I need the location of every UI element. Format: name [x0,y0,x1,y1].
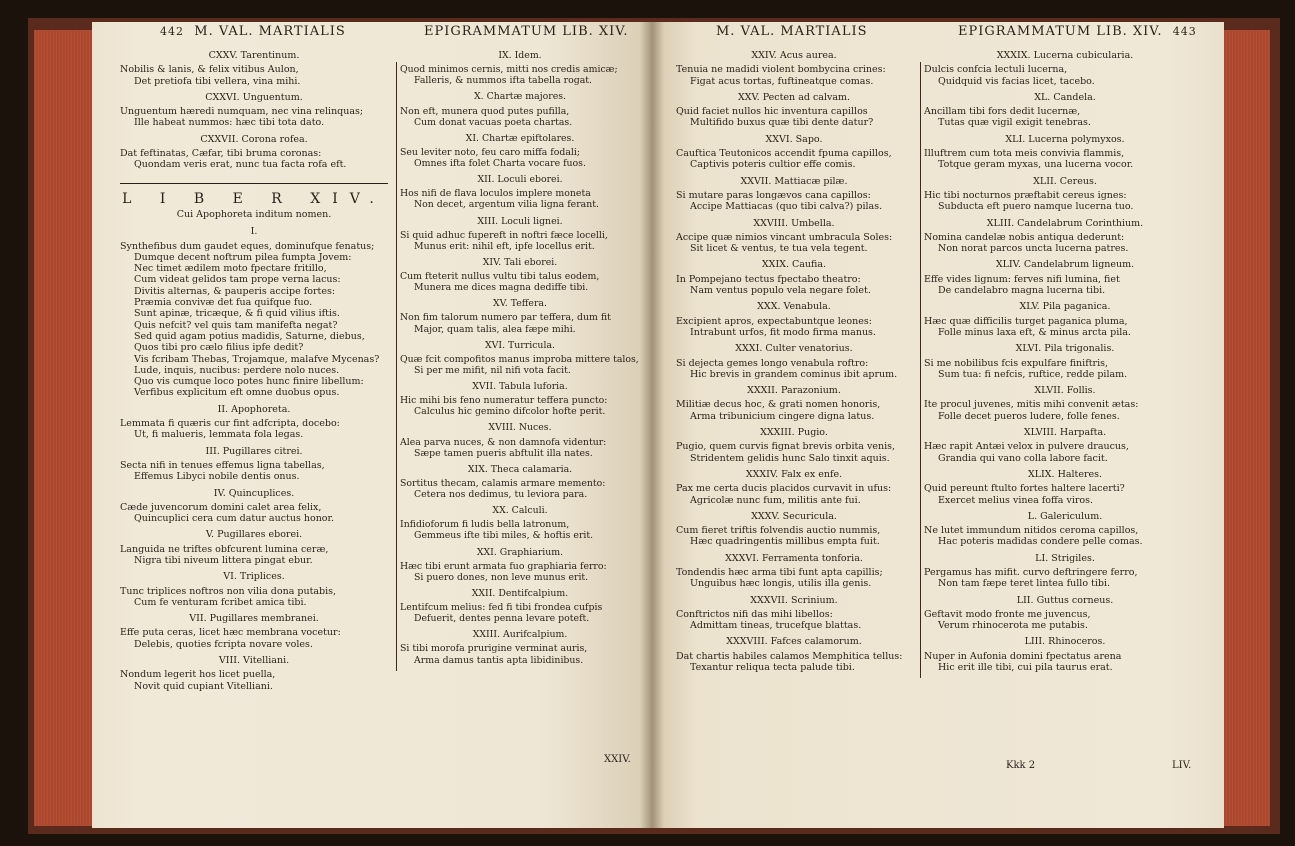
epigram-title: IV. Quincuplices. [213,487,295,499]
verse-line: Si dejecta gemes longo venabula roftro: [676,357,869,369]
verse-line: Dat chartis habiles calamos Memphitica tellus: [676,650,903,662]
verse-line: Intrabunt urfos, fit modo firma manus. [690,326,876,338]
verse-line: Tenuia ne madidi violent bombycina crines: [676,64,886,76]
verse-line: Hos nifi de flava loculos implere moneta [400,188,591,200]
epigram-title: XL. Candela. [1034,91,1096,103]
verse-line: Novit quid cupiant Vitelliani. [134,680,273,692]
verse-line: Synthefibus dum gaudet eques, dominufque fenatus; [120,240,375,252]
verse-line: Sortitus thecam, calamis armare memento: [400,477,606,489]
left-col2-header: EPIGRAMMATUM LIB. XIV. [424,24,629,39]
verse-line: Secta nifi in tenues effemus ligna tabellas, [120,459,325,471]
verse-line: Accipe Mattiacas (quo tibi calva?) pilas. [690,201,883,213]
epigram [400,422,640,458]
verse-line: Pergamus has mifit. curvo deftringere ferro, [924,566,1138,578]
epigram-title: XXV. Pecten ad calvam. [737,91,851,103]
epigram [924,259,1206,296]
epigram-title: VIII. Vitelliani. [218,655,290,667]
epigram-title: CXXV. Tarentinum. [208,50,300,61]
epigram [400,340,640,376]
verse-line: Sit licet & ventus, te tua vela tegent. [690,243,868,255]
verse-line: Tutas quæ vigil exigit tenebras. [938,117,1091,129]
epigram-title: L. Galericulum. [1027,510,1103,522]
verse-line: Subducta eft puero namque lucerna tuo. [938,201,1134,213]
epigram [676,50,912,87]
epigram [120,529,388,566]
verse-line: Nigra tibi niveum littera pingat ebur. [134,554,313,566]
epigram [120,134,388,171]
right-page-column-2 [924,50,1206,678]
verse-line: Munera me dices magna dediffe tibi. [414,282,589,294]
verse-line: Det pretiofa tibi vellera, vina mihi. [134,75,301,87]
epigram [120,571,388,608]
left-page-column-2 [400,50,640,671]
epigram [676,301,912,338]
verse-line: Admittam tineas, trucefque blattas. [690,620,862,632]
epigram [676,343,912,380]
verse-line: Lemmata fi quæris cur fint adfcripta, docebo: [120,418,340,430]
epigram [924,469,1206,506]
left-col2-epigrams [400,50,640,666]
verse-line: Si tibi morofa prurigine verminat auris, [400,643,588,655]
verse-line: Accipe quæ nimios vincant umbracula Soles: [676,231,893,243]
right-page-number: 443 [1172,25,1197,38]
epigram-title: XX. Calculi. [492,505,548,517]
verse-line: Lude, inquis, nucibus: perdere nolo nuces. [134,364,340,376]
verse-line: Effemus Libyci nobile dentis onus. [134,471,300,483]
epigram-title: III. Pugillares citrei. [205,445,303,457]
verse-line: Unguibus hæc longis, utilis illa genis. [690,578,872,590]
verse-line: Falleris, & nummos ifta tabella rogat. [414,75,593,87]
verse-line: Cauftica Teutonicos accendit fpuma capillos, [676,148,892,160]
epigram [400,174,640,210]
epigram [400,133,640,169]
epigram-title: CXXVI. Unguentum. [205,91,303,103]
epigram-title: XVII. Tabula luforia. [472,381,568,392]
verse-line: Quos tibi pro cælo filius ipfe dedit? [134,342,304,354]
verse-line: Agricolæ nunc fum, militis ante fui. [690,494,861,506]
epigram [120,50,388,87]
verse-line: Quæ fcit compofitos manus improba mittere talos, [400,353,639,365]
verse-line: Hæc quadringentis millibus empta fuit. [690,536,880,548]
right-col2-epigrams [924,50,1206,673]
epigram [924,176,1206,213]
epigram [120,488,388,525]
right-page-header: M. VAL. MARTIALIS [716,24,868,39]
verse-line: Languida ne triftes obfcurent lumina ceræ, [120,543,329,555]
verse-line: Quincuplici cera cum datur auctus honor. [134,513,335,525]
verse-line: Cum donat vacuas poeta chartas. [414,116,573,128]
epigram-title: XI. Chartæ epiftolares. [465,132,575,144]
verse-line: Quis nefcit? vel quis tam manifefta negat? [134,319,338,331]
right-catchword: LIV. [1172,760,1192,771]
verse-line: Totque geram myxas, una lucerna vocor. [938,159,1134,171]
epigram [924,301,1206,338]
verse-line: Tondendis hæc arma tibi funt apta capillis; [676,566,883,578]
verse-line: Nomina candelæ nobis antiqua dederunt: [924,231,1125,243]
verse-line: Hac poteris madidas condere pelle comas. [938,536,1143,548]
verse-line: Quondam veris erat, nunc tua facta rofa eft. [134,159,347,171]
verse-line: Si quid adhuc fupereft in noftri fæce locelli, [400,229,608,241]
left-top-epigrams [120,50,388,171]
epigram-title: XXVII. Mattiacæ pilæ. [740,175,848,187]
epigram-title: XXIII. Aurifcalpium. [472,629,568,641]
verse-line: Quid pereunt ftulto fortes haltere lacerti? [924,483,1125,495]
verse-line: Cum fieret triftis folvendis auctio nummis, [676,525,881,537]
verse-line: Militiæ decus hoc, & grati nomen honoris, [676,399,881,411]
verse-line: Alea parva nuces, & non damnofa videntur: [400,436,607,448]
verse-line: Hæc quæ difficilis turget paganica pluma, [924,315,1128,327]
verse-line: Unguentum hæredi numquam, nec vina relinquas; [120,106,364,118]
verse-line: Nondum legerit hos licet puella, [120,669,276,681]
verse-line: Multifido buxus quæ tibi dente datur? [690,117,874,129]
epigram [400,547,640,583]
epigram-title: XLVI. Pila trigonalis. [1015,343,1115,355]
epigram-title: XIX. Theca calamaria. [467,463,573,475]
epigram-title: XXXVII. Scrinium. [750,594,838,606]
epigram-title: XXXIII. Pugio. [760,427,828,439]
epigram [924,385,1206,422]
epigram [676,595,912,632]
epigram-title: XVIII. Nuces. [488,422,552,434]
verse-line: Non tam fæpe teret lintea fullo tibi. [938,578,1111,590]
epigram-title: XIII. Loculi lignei. [477,215,563,227]
verse-line: Nuper in Aufonia domini fpectatus arena [924,650,1122,662]
verse-line: Non fim talorum numero par teffera, dum fit [400,312,611,324]
epigram [120,446,388,483]
epigram-title: LI. Strigiles. [1035,552,1095,564]
epigram [924,511,1206,548]
epigram [120,404,388,441]
verse-line: Grandia qui vano colla labore facit. [938,452,1108,464]
verse-line: Gemmeus ifte tibi miles, & hoftis erit. [414,530,594,542]
signature-mark: Kkk 2 [1006,760,1036,771]
verse-line: Stridentem gelidis hunc Salo tinxit aquis. [690,452,890,464]
verse-line: Si per me mifit, nil nifi vota facit. [414,364,571,376]
right-col1-epigrams [676,50,912,673]
verse-line: Non norat parcos uncta lucerna patres. [938,243,1129,255]
book-title: L I B E R XIV. [122,190,386,207]
verse-line: Cum fe venturam fcribet amica tibi. [134,596,307,608]
epigram [676,92,912,129]
book-divider-rule [120,183,388,184]
epigram [924,427,1206,464]
epigram [400,298,640,334]
left-catchword: XXIV. [604,754,631,765]
verse-line: Omnes ifta folet Charta vocare fuos. [414,158,586,169]
verse-line: Nec timet ædilem moto fpectare fritillo, [134,263,327,275]
epigram [676,427,912,464]
left-page-number: 442 [160,25,184,38]
verse-line: Divitis alternas, & pauperis accipe fortes: [134,285,336,297]
book-subtitle: Cui Apophoreta inditum nomen. [176,208,332,220]
epigram-title: XXIV. Acus aurea. [751,50,837,61]
verse-line: Vis fcribam Thebas, Trojamque, malafve Mycenas? [134,353,380,365]
verse-line: Pax me certa ducis placidos curvavit in ufus: [676,483,892,495]
verse-line: In Pompejano tectus fpectabo theatro: [676,273,861,285]
verse-line: Illuftrem cum tota meis convivia flammis, [924,148,1125,160]
epigram-title: XXIX. Caufia. [761,259,827,271]
epigram [676,385,912,422]
epigram [120,92,388,129]
verse-line: Munus erit: nihil eft, ipfe locellus erit. [414,240,595,252]
epigram-title: XXXII. Parazonium. [747,385,841,397]
epigram-title: XXI. Graphiarium. [476,546,564,558]
epigram-title: VI. Triplices. [223,571,285,583]
epigram-title: II. Apophoreta. [217,403,291,415]
epigram-title: I. [250,226,258,238]
epigram [924,343,1206,380]
epigram [676,134,912,171]
verse-line: Major, quam talis, alea fæpe mihi. [414,323,576,335]
epigram-title: XLV. Pila paganica. [1019,301,1111,313]
left-page-column-1 [120,50,388,697]
verse-line: Folle minus laxa eft, & minus arcta pila. [938,326,1131,338]
epigram-title: XXX. Venabula. [757,301,831,313]
verse-line: Dumque decent noftrum pilea fumpta Jovem: [134,251,352,263]
epigram [924,218,1206,255]
verse-line: Verum rhinocerota me putabis. [938,620,1088,632]
epigram-title: LIII. Rhinoceros. [1024,636,1106,648]
verse-line: Figat acus tortas, fuftineatque comas. [690,75,874,87]
verse-line: Hic tibi nocturnos præftabit cereus ignes: [924,189,1127,201]
verse-line: Delebis, quoties fcripta novare voles. [134,638,313,650]
verse-line: Ne lutet immundum nitidos ceroma capillos, [924,525,1139,537]
verse-line: Nam ventus populo vela negare folet. [690,285,871,297]
verse-line: Verfibus explicitum eft omne duobus opus. [134,387,340,399]
verse-line: Effe puta ceras, licet hæc membrana vocetur: [120,627,341,639]
epigram [924,50,1206,87]
verse-line: Excipient apros, expectabuntque leones: [676,315,872,327]
epigram [676,636,912,673]
epigram [924,636,1206,673]
right-running-title: EPIGRAMMATUM LIB. XIV. [958,24,1163,39]
epigram-title: IX. Idem. [498,50,542,61]
verse-line: Cæde juvencorum domini calet area felix, [120,501,322,513]
epigram-title: XXXIX. Lucerna cubicularia. [996,50,1134,61]
epigram [400,381,640,417]
epigram-title: XLI. Lucerna polymyxos. [1005,133,1125,145]
verse-line: Ancillam tibi fors dedit lucernæ, [924,106,1081,118]
verse-line: Calculus hic gemino difcolor hofte perit. [414,406,606,418]
left-book-epigrams [120,226,388,692]
verse-line: Ille habeat nummos: hæc tibi tota dato. [134,117,325,129]
verse-line: Arma damus tantis apta libidinibus. [414,654,584,666]
epigram [924,92,1206,129]
epigram [400,629,640,665]
epigram-title: XXVIII. Umbella. [753,217,835,229]
epigram [400,464,640,500]
verse-line: Effe vides lignum: ferves nifi lumina, fiet [924,273,1120,285]
verse-line: Cum videat gelidos tam prope verna lacus: [134,274,341,286]
verse-line: Sunt apinæ, tricæque, & fi quid vilius iftis. [134,308,340,320]
epigram-title: XII. Loculi eborei. [477,174,563,186]
verse-line: Sed quid agam potius madidis, Saturne, diebus, [134,330,365,342]
left-page-edges [34,30,94,826]
verse-line: Tunc triplices noftros non vilia dona putabis, [120,585,337,597]
left-page-header [160,24,346,39]
epigram [924,553,1206,590]
verse-line: Hic erit ille tibi, cui pila taurus erat. [938,662,1113,674]
verse-line: Quod minimos cernis, mitti nos credis amicæ; [400,64,618,76]
verse-line: Si mutare paras longævos cana capillos: [676,189,871,201]
right-page-column-1 [676,50,912,678]
verse-line: Arma tribunicium cingere digna latus. [690,410,875,422]
verse-line: Seu leviter noto, feu caro miffa fodali; [400,146,581,158]
epigram [400,257,640,293]
verse-line: Conftrictos nifi das mihi libellos: [676,608,833,620]
epigram-title: XXXV. Securicula. [751,510,837,522]
verse-line: Texantur reliqua tecta palude tibi. [690,662,855,674]
epigram [676,259,912,296]
epigram [676,553,912,590]
epigram-title: XLIX. Halteres. [1027,468,1103,480]
epigram-title: XXVI. Sapo. [765,133,823,145]
epigram [400,588,640,624]
epigram-title: XLVIII. Harpafta. [1023,427,1107,439]
epigram-title: XXXIV. Falx ex enfe. [745,468,843,480]
epigram-title: XLIII. Candelabrum Corinthium. [986,217,1144,229]
verse-line: Quid faciet nullos hic inventura capillos [676,106,868,118]
epigram [120,613,388,650]
epigram [924,134,1206,171]
column-rule [396,62,397,671]
verse-line: Hic brevis in grandem cominus ibit aprum. [690,368,898,380]
verse-line: Hic mihi bis feno numeratur teffera puncto: [400,395,608,407]
epigram-title: V. Pugillares eborei. [205,529,303,541]
epigram [120,226,388,398]
verse-line: Exercet melius vinea foffa viros. [938,494,1094,506]
verse-line: Defuerit, dentes penna levare poteft. [414,613,590,625]
right-col2-header [958,24,1197,39]
verse-line: Folle decet pueros ludere, folle fenes. [938,410,1120,422]
verse-line: Quidquid vis facias licet, tacebo. [938,75,1095,87]
epigram [400,50,640,86]
epigram [400,91,640,127]
epigram-title: VII. Pugillares membranei. [189,613,319,625]
verse-line: Dulcis confcia lectuli lucerna, [924,64,1068,76]
epigram [120,655,388,692]
verse-line: Præmia convivæ det fua quifque fuo. [134,297,313,309]
verse-line: Ite procul juvenes, mitis mihi convenit ætas: [924,399,1139,411]
epigram-title: XLVII. Follis. [1034,385,1096,397]
epigram-title: XV. Teffera. [493,298,547,310]
epigram-title: XXXVI. Ferramenta tonforia. [725,552,863,564]
epigram-title: XXXI. Culter venatorius. [735,343,853,355]
verse-line: Pugio, quem curvis fignat brevis orbita venis, [676,441,896,453]
column-rule [920,62,921,678]
verse-line: Si puero dones, non leve munus erit. [414,571,589,583]
epigram [400,216,640,252]
verse-line: Cetera nos dedimus, tu leviora para. [414,489,588,500]
verse-line: Hæc rapit Antæi velox in pulvere draucus, [924,441,1129,453]
epigram [676,176,912,213]
verse-line: Si me nobilibus fcis expulfare finiftris, [924,357,1108,369]
verse-line: Nobilis & lanis, & felix vitibus Aulon, [120,64,299,76]
epigram [400,505,640,541]
verse-line: Non decet, argentum vilia ligna ferant. [414,199,599,211]
epigram-title: XVI. Turricula. [485,339,555,351]
epigram-title: X. Chartæ majores. [473,91,567,103]
epigram [924,595,1206,632]
epigram [676,469,912,506]
right-page-edges [1222,30,1270,826]
epigram-title: CXXVII. Corona rofea. [200,133,308,145]
verse-line: Hæc tibi erunt armata fuo graphiaria ferro: [400,560,607,572]
verse-line: Cum fteterit nullus vultu tibi talus eodem, [400,271,600,282]
epigram-title: XLIV. Candelabrum ligneum. [995,259,1135,271]
epigram [676,511,912,548]
epigram-title: XLII. Cereus. [1033,175,1097,187]
epigram [676,218,912,255]
verse-line: Dat feftinatas, Cæfar, tibi bruma coronas: [120,148,322,160]
verse-line: Sum tua: fi nefcis, ruftice, redde pilam. [938,368,1128,380]
book-gutter [640,22,664,828]
verse-line: Geftavit modo fronte me juvencus, [924,608,1091,620]
epigram-title: XXXVIII. Fafces calamorum. [726,636,862,648]
verse-line: Captivis poteris cultior effe comis. [690,159,856,171]
epigram-title: LII. Guttus corneus. [1016,594,1114,606]
verse-line: De candelabro magna lucerna tibi. [938,285,1106,297]
verse-line: Quo vis cumque loco potes hunc finire libellum: [134,376,364,388]
left-running-title: M. VAL. MARTIALIS [194,24,346,39]
verse-line: Infidioforum fi ludis bella latronum, [400,519,570,531]
verse-line: Non eft, munera quod putes pufilla, [400,105,570,117]
epigram-title: XXII. Dentifcalpium. [471,587,569,599]
verse-line: Lentifcum melius: fed fi tibi frondea cufpis [400,602,603,613]
verse-line: Sæpe tamen pueris abftulit illa nates. [414,447,593,459]
verse-line: Ut, fi malueris, lemmata fola legas. [134,429,304,441]
epigram-title: XIV. Tali eborei. [482,256,558,268]
